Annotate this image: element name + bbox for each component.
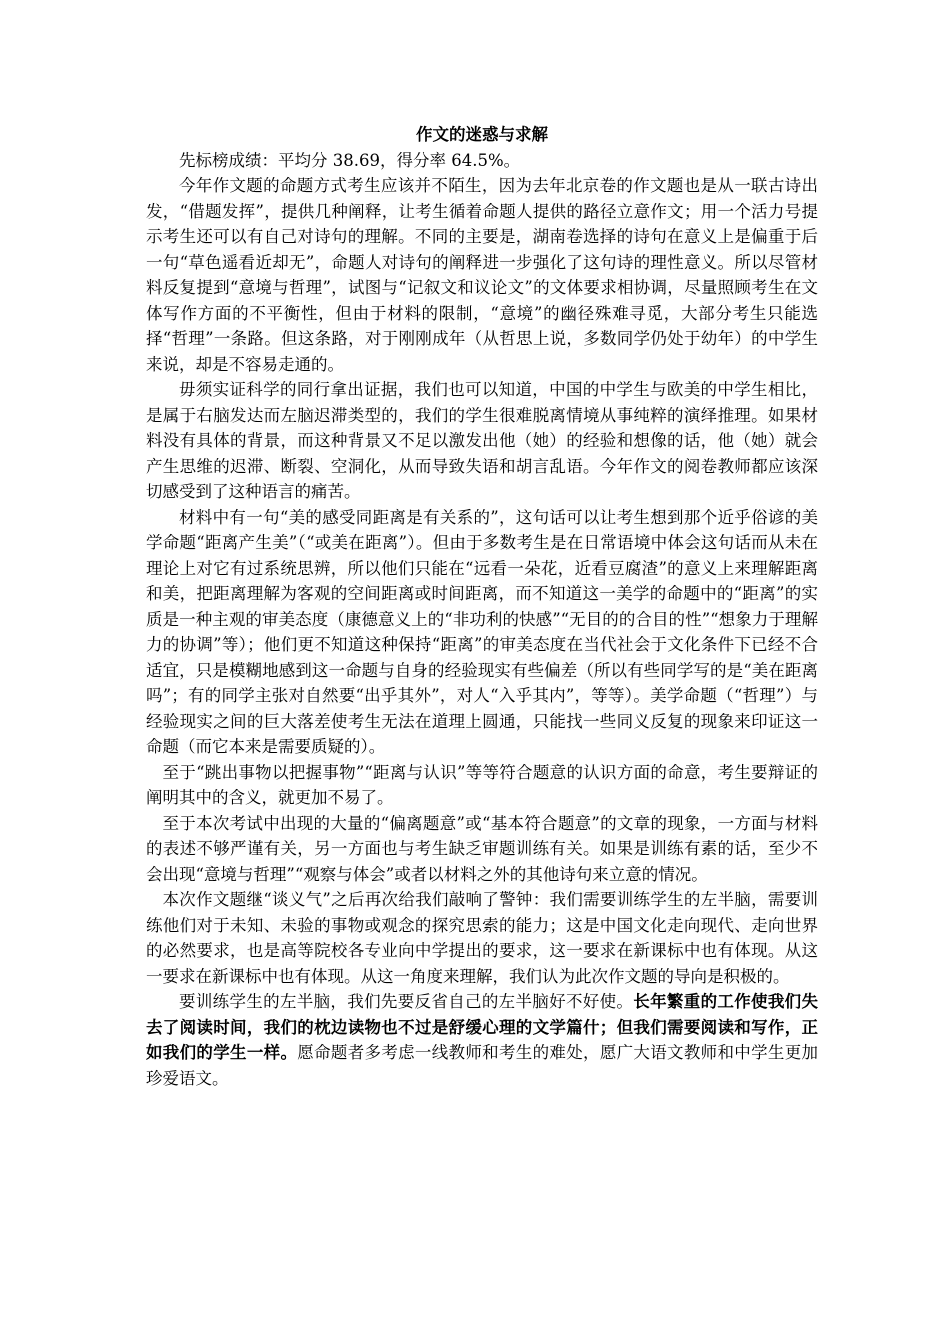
- final-paragraph-part2: 愿命题者多考虑一线教师和考生的难处，愿广大语文教师和中学生更加珍爱语文。: [146, 1043, 819, 1088]
- paragraph-1: 今年作文题的命题方式考生应该并不陌生，因为去年北京卷的作文题也是从一联古诗出发，“借题发挥”，提供几种阐释，让考生循着命题人提供的路径立意作文；用一个活力号提示考生还可以有自己对诗句的理解。不同的主要是，湖南卷选择的诗句在意义上是偏重于后一句“草色遥看近却无”，命题人对诗句的阐释进一步强化了这句诗的理性意义。所以尽管材料反复提到“意境与哲理”，试图与“记叙文和议论文”的文体要求相协调，尽量照顾考生在文体写作方面的不平衡性，但由于材料的限制，“意境”的幽径殊难寻觅，大部分考生只能选择“哲理”一条路。但这条路，对于刚刚成年（从哲思上说，多数同学仍处于幼年）的中学生来说，却是不容易走通的。: [146, 176, 818, 374]
- final-paragraph-bold: 长年繁重的工作使我们失去了阅读时间，我们的枕边读物也不过是舒缓心理的文学篇什；但我们需要阅读和写作，正如我们的学生一样。: [146, 992, 819, 1062]
- document-page: [146, 122, 818, 1091]
- score-line: 先标榜成绩：平均分 38.69，得分率 64.5%。: [179, 150, 521, 170]
- paragraph-5: 至于本次考试中出现的大量的“偏离题意”或“基本符合题意”的文章的现象，一方面与材料的表述不够严谨有关，另一方面也与考生缺乏审题训练有关。如果是训练有素的话，至少不会出现“意境与哲理”“观察与体会”或者以材料之外的其他诗句来立意的情况。: [146, 813, 818, 884]
- paragraph-6: 本次作文题继“谈义气”之后再次给我们敲响了警钟：我们需要训练学生的左半脑，需要训练他们对于未知、未验的事物或观念的探究思索的能力；这是中国文化走向现代、走向世界的必然要求，也是高等院校各专业向中学提出的要求，这一要求在新课标中也有体现。从这一要求在新课标中也有体现。从这一角度来理解，我们认为此次作文题的导向是积极的。: [146, 890, 818, 986]
- document-title: 作文的迷惑与求解: [416, 125, 548, 144]
- final-paragraph: [146, 989, 818, 1091]
- final-paragraph-part1: 要训练学生的左半脑，我们先要反省自己的左半脑好不好使。: [179, 992, 634, 1011]
- paragraph-2: 毋须实证科学的同行拿出证据，我们也可以知道，中国的中学生与欧美的中学生相比，是属于右脑发达而左脑迟滞类型的，我们的学生很难脱离情境从事纯粹的演绎推理。如果材料没有具体的背景，而这种背景又不足以激发出他（她）的经验和想像的话，他（她）就会产生思维的迟滞、断裂、空洞化，从而导致失语和胡言乱语。今年作文的阅卷教师都应该深切感受到了这种语言的痛苦。: [146, 380, 818, 501]
- paragraph-3: 材料中有一句“美的感受同距离是有关系的”，这句话可以让考生想到那个近乎俗谚的美学命题“距离产生美”（“或美在距离”）。但由于多数考生是在日常语境中体会这句话而从未在理论上对它有过系统思辨，所以他们只能在“远看一朵花，近看豆腐渣”的意义上来理解距离和美，把距离理解为客观的空间距离或时间距离，而不知道这一美学的命题中的“距离”的实质是一种主观的审美态度（康德意义上的“非功利的快感”“无目的的合目的性”“想象力于理解力的协调”等）；他们更不知道这种保持“距离”的审美态度在当代社会于文化条件下已经不合适宜，只是模糊地感到这一命题与自身的经验现实有些偏差（所以有些同学写的是“美在距离吗”；有的同学主张对自然要“出乎其外”，对人“入乎其内”，等等）。美学命题（“哲理”）与经验现实之间的巨大落差使考生无法在道理上圆通，只能找一些同义反复的现象来印证这一命题（而它本来是需要质疑的）。: [146, 507, 818, 756]
- paragraph-4: 至于“跳出事物以把握事物”“距离与认识”等等符合题意的认识方面的命意，考生要辩证的阐明其中的含义，就更加不易了。: [146, 762, 818, 807]
